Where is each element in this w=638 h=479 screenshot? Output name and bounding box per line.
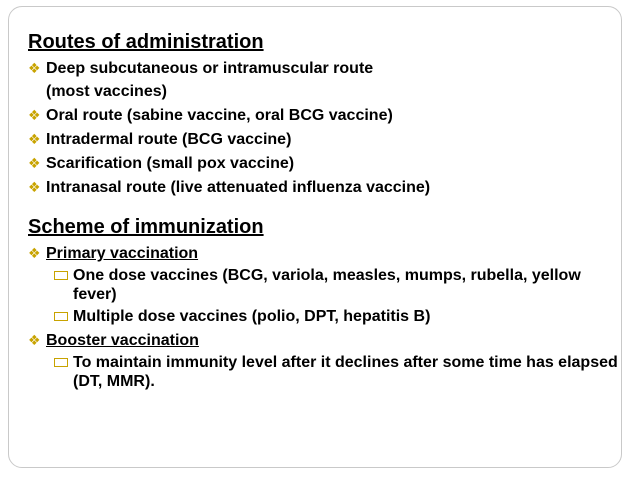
routes-heading: Routes of administration	[28, 31, 264, 53]
scheme-heading: Scheme of immunization	[28, 216, 264, 238]
sub-list-item: Multiple dose vaccines (polio, DPT, hepatitis B)	[28, 307, 618, 326]
sub-list-item: To maintain immunity level after it declines after some time has elapsed (DT, MMR).	[28, 353, 618, 391]
slide-content	[28, 30, 618, 391]
diamond-bullet-icon: ❖	[28, 179, 41, 195]
list-item-primary	[28, 244, 618, 263]
list-item: ❖ Scarification (small pox vaccine)	[28, 155, 295, 172]
list-item: ❖ Oral route (sabine vaccine, oral BCG vaccine)	[28, 107, 393, 124]
booster-vaccination-label: Booster vaccination	[46, 332, 199, 349]
diamond-bullet-icon: ❖	[28, 245, 41, 261]
list-item-continuation: (most vaccines)	[46, 83, 167, 100]
list-item-booster	[28, 331, 618, 350]
primary-vaccination-label: Primary vaccination	[46, 245, 199, 262]
diamond-bullet-icon: ❖	[28, 131, 41, 147]
list-item: ❖ Intradermal route (BCG vaccine)	[28, 131, 292, 148]
list-item: ❖ Deep subcutaneous or intramuscular route	[28, 60, 374, 77]
square-bullet-icon	[54, 312, 68, 321]
square-bullet-icon	[54, 358, 68, 367]
diamond-bullet-icon: ❖	[28, 332, 41, 348]
diamond-bullet-icon: ❖	[28, 107, 41, 123]
diamond-bullet-icon: ❖	[28, 155, 41, 171]
list-item: ❖ Intranasal route (live attenuated influenza vaccine)	[28, 179, 431, 196]
sub-list-item: One dose vaccines (BCG, variola, measles, mumps, rubella, yellow fever)	[28, 266, 618, 304]
diamond-bullet-icon: ❖	[28, 60, 41, 76]
square-bullet-icon	[54, 271, 68, 280]
